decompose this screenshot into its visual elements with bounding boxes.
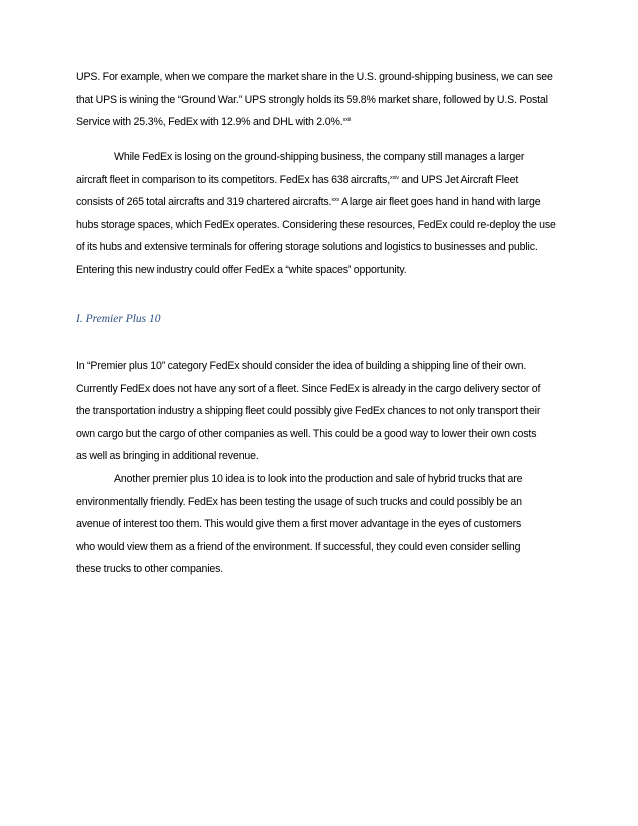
paragraph-shipping-line	[76, 355, 572, 468]
text-line: the transportation industry a shipping fleet could possibly give FedEx chances to not only transport their	[76, 405, 541, 418]
text-segment: and UPS Jet Aircraft Fleet	[398, 173, 519, 186]
text-segment: While FedEx is losing on the ground-shipping business, the company still manages a larger	[114, 151, 525, 163]
paragraph-hybrid-trucks	[76, 468, 572, 581]
text-line: In “Premier plus 10” category FedEx should consider the idea of building a shipping line of their own.	[76, 360, 527, 372]
text-line	[76, 468, 572, 491]
text-line	[76, 111, 572, 134]
text-line	[76, 146, 572, 169]
text-segment: Service with 25.3%, FedEx with 12.9% and DHL with 2.0%.	[76, 116, 343, 129]
footnote-marker: xxiv	[390, 174, 399, 181]
text-line: avenue of interest too them. This would give them a first mover advantage in the eyes of customers	[76, 518, 522, 531]
text-segment: consists of 265 total aircrafts and 319 chartered aircrafts.	[76, 196, 332, 209]
footnote-marker: xxv	[331, 197, 340, 204]
footnote-marker: xxiii	[342, 117, 352, 124]
text-line: of its hubs and extensive terminals for offering storage solutions and logistics to businesses and public.	[76, 241, 538, 254]
text-segment: A large air fleet goes hand in hand with large	[339, 196, 541, 209]
text-line: hubs storage spaces, which FedEx operates. Considering these resources, FedEx could re-deploy the use	[76, 218, 556, 231]
text-line: that UPS is wining the “Ground War.” UPS strongly holds its 59.8% market share, followed by U.S. Postal	[76, 93, 548, 106]
paragraph-market-share	[76, 66, 572, 134]
text-line: who would view them as a friend of the environment. If successful, they could even consider selling	[76, 540, 521, 553]
text-line: Currently FedEx does not have any sort of a fleet. Since FedEx is already in the cargo delivery sector of	[76, 382, 541, 395]
text-line: environmentally friendly. FedEx has been testing the usage of such trucks and could possibly be an	[76, 495, 522, 508]
text-line	[76, 169, 572, 192]
text-line: these trucks to other companies.	[76, 563, 224, 576]
text-segment: aircraft fleet in comparison to its competitors. FedEx has 638 aircrafts,	[76, 173, 391, 186]
text-line: as well as bringing in additional revenue.	[76, 450, 259, 463]
text-segment: Another premier plus 10 idea is to look into the production and sale of hybrid trucks that are	[114, 473, 523, 485]
text-line: Entering this new industry could offer FedEx a “white spaces” opportunity.	[76, 263, 407, 276]
text-line: UPS. For example, when we compare the market share in the U.S. ground-shipping business, we can see	[76, 71, 553, 83]
paragraph-air-fleet	[76, 146, 572, 282]
text-line: own cargo but the cargo of other companies as well. This could be a good way to lower their own costs	[76, 427, 537, 440]
section-heading: I. Premier Plus 10	[76, 313, 161, 325]
text-line	[76, 191, 572, 214]
